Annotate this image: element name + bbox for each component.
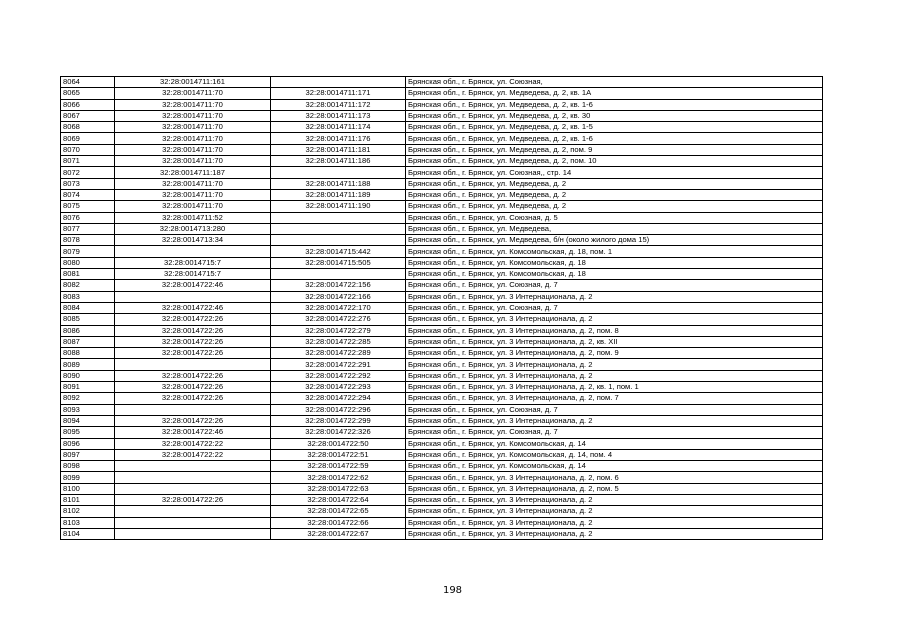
- parent-cadastral-number-cell: 32:28:0014711:70: [115, 189, 271, 200]
- row-number-cell: 8079: [61, 246, 115, 257]
- table-row: [61, 438, 823, 449]
- row-number-cell: 8064: [61, 77, 115, 88]
- table-row: [61, 110, 823, 121]
- table-row: [61, 178, 823, 189]
- address-cell: Брянская обл., г. Брянск, ул. Союзная, д. 7: [406, 280, 823, 291]
- address-cell: Брянская обл., г. Брянск, ул. Медведева, д. 2, пом. 10: [406, 156, 823, 167]
- cadastral-number-cell: 32:28:0014711:173: [271, 110, 406, 121]
- address-cell: Брянская обл., г. Брянск, ул. Комсомольская, д. 18: [406, 269, 823, 280]
- parent-cadastral-number-cell: 32:28:0014711:70: [115, 133, 271, 144]
- cadastral-number-cell: 32:28:0014711:171: [271, 88, 406, 99]
- cadastral-number-cell: 32:28:0014711:176: [271, 133, 406, 144]
- table-row: [61, 325, 823, 336]
- table-row: [61, 189, 823, 200]
- property-registry-table: [60, 76, 823, 540]
- table-body: [61, 77, 823, 540]
- table-row: [61, 427, 823, 438]
- row-number-cell: 8084: [61, 302, 115, 313]
- cadastral-number-cell: 32:28:0014715:505: [271, 257, 406, 268]
- parent-cadastral-number-cell: 32:28:0014722:26: [115, 325, 271, 336]
- table-row: [61, 302, 823, 313]
- table-row: [61, 257, 823, 268]
- cadastral-number-cell: 32:28:0014722:166: [271, 291, 406, 302]
- cadastral-number-cell: 32:28:0014722:296: [271, 404, 406, 415]
- address-cell: Брянская обл., г. Брянск, ул. Комсомольская, д. 18, пом. 1: [406, 246, 823, 257]
- parent-cadastral-number-cell: 32:28:0014722:46: [115, 427, 271, 438]
- address-cell: Брянская обл., г. Брянск, ул. 3 Интернационала, д. 2: [406, 314, 823, 325]
- address-cell: Брянская обл., г. Брянск, ул. 3 Интернационала, д. 2: [406, 359, 823, 370]
- parent-cadastral-number-cell: 32:28:0014722:46: [115, 280, 271, 291]
- table-row: [61, 461, 823, 472]
- table-row: [61, 404, 823, 415]
- parent-cadastral-number-cell: 32:28:0014711:52: [115, 212, 271, 223]
- parent-cadastral-number-cell: [115, 404, 271, 415]
- parent-cadastral-number-cell: [115, 291, 271, 302]
- table-row: [61, 336, 823, 347]
- table-row: [61, 235, 823, 246]
- row-number-cell: 8100: [61, 483, 115, 494]
- table-row: [61, 494, 823, 505]
- parent-cadastral-number-cell: 32:28:0014722:26: [115, 348, 271, 359]
- cadastral-number-cell: 32:28:0014711:186: [271, 156, 406, 167]
- parent-cadastral-number-cell: 32:28:0014711:70: [115, 156, 271, 167]
- table-row: [61, 291, 823, 302]
- address-cell: Брянская обл., г. Брянск, ул. 3 Интернационала, д. 2, кв. 1, пом. 1: [406, 382, 823, 393]
- row-number-cell: 8095: [61, 427, 115, 438]
- parent-cadastral-number-cell: 32:28:0014711:70: [115, 178, 271, 189]
- row-number-cell: 8104: [61, 528, 115, 539]
- row-number-cell: 8103: [61, 517, 115, 528]
- cadastral-number-cell: 32:28:0014711:190: [271, 201, 406, 212]
- cadastral-number-cell: 32:28:0014711:188: [271, 178, 406, 189]
- parent-cadastral-number-cell: 32:28:0014722:22: [115, 438, 271, 449]
- address-cell: Брянская обл., г. Брянск, ул. Медведева, д. 2, кв. 30: [406, 110, 823, 121]
- address-cell: Брянская обл., г. Брянск, ул. Медведева, д. 2: [406, 178, 823, 189]
- address-cell: Брянская обл., г. Брянск, ул. 3 Интернационала, д. 2, пом. 5: [406, 483, 823, 494]
- parent-cadastral-number-cell: 32:28:0014722:26: [115, 336, 271, 347]
- cadastral-number-cell: [271, 269, 406, 280]
- parent-cadastral-number-cell: [115, 517, 271, 528]
- cadastral-number-cell: 32:28:0014715:442: [271, 246, 406, 257]
- row-number-cell: 8101: [61, 494, 115, 505]
- parent-cadastral-number-cell: 32:28:0014722:26: [115, 314, 271, 325]
- row-number-cell: 8102: [61, 506, 115, 517]
- address-cell: Брянская обл., г. Брянск, ул. Медведева, д. 2, пом. 9: [406, 144, 823, 155]
- address-cell: Брянская обл., г. Брянск, ул. 3 Интернационала, д. 2, пом. 9: [406, 348, 823, 359]
- row-number-cell: 8083: [61, 291, 115, 302]
- row-number-cell: 8091: [61, 382, 115, 393]
- parent-cadastral-number-cell: 32:28:0014711:70: [115, 144, 271, 155]
- address-cell: Брянская обл., г. Брянск, ул. Медведева, д. 2, кв. 1-6: [406, 99, 823, 110]
- parent-cadastral-number-cell: 32:28:0014722:26: [115, 415, 271, 426]
- cadastral-number-cell: 32:28:0014711:174: [271, 122, 406, 133]
- parent-cadastral-number-cell: 32:28:0014715:7: [115, 257, 271, 268]
- address-cell: Брянская обл., г. Брянск, ул. Союзная, д. 7: [406, 302, 823, 313]
- address-cell: Брянская обл., г. Брянск, ул. Союзная, д. 7: [406, 427, 823, 438]
- row-number-cell: 8099: [61, 472, 115, 483]
- table-row: [61, 382, 823, 393]
- table-row: [61, 212, 823, 223]
- address-cell: Брянская обл., г. Брянск, ул. 3 Интернационала, д. 2: [406, 291, 823, 302]
- address-cell: Брянская обл., г. Брянск, ул. 3 Интернационала, д. 2, кв. XII: [406, 336, 823, 347]
- parent-cadastral-number-cell: [115, 472, 271, 483]
- cadastral-number-cell: 32:28:0014722:294: [271, 393, 406, 404]
- address-cell: Брянская обл., г. Брянск, ул. Союзная, д. 5: [406, 212, 823, 223]
- row-number-cell: 8065: [61, 88, 115, 99]
- row-number-cell: 8085: [61, 314, 115, 325]
- parent-cadastral-number-cell: 32:28:0014711:70: [115, 201, 271, 212]
- cadastral-number-cell: 32:28:0014722:62: [271, 472, 406, 483]
- parent-cadastral-number-cell: [115, 483, 271, 494]
- table-row: [61, 201, 823, 212]
- table-row: [61, 156, 823, 167]
- cadastral-number-cell: 32:28:0014722:65: [271, 506, 406, 517]
- address-cell: Брянская обл., г. Брянск, ул. 3 Интернационала, д. 2, пом. 7: [406, 393, 823, 404]
- parent-cadastral-number-cell: 32:28:0014722:26: [115, 382, 271, 393]
- table-row: [61, 517, 823, 528]
- cadastral-number-cell: 32:28:0014711:189: [271, 189, 406, 200]
- table-row: [61, 415, 823, 426]
- cadastral-number-cell: 32:28:0014711:181: [271, 144, 406, 155]
- parent-cadastral-number-cell: 32:28:0014722:22: [115, 449, 271, 460]
- page-number: 198: [442, 585, 463, 596]
- address-cell: Брянская обл., г. Брянск, ул. 3 Интернационала, д. 2: [406, 517, 823, 528]
- table-row: [61, 246, 823, 257]
- row-number-cell: 8078: [61, 235, 115, 246]
- address-cell: Брянская обл., г. Брянск, ул. Медведева,: [406, 223, 823, 234]
- table-row: [61, 483, 823, 494]
- table-row: [61, 314, 823, 325]
- address-cell: Брянская обл., г. Брянск, ул. 3 Интернационала, д. 2: [406, 528, 823, 539]
- row-number-cell: 8092: [61, 393, 115, 404]
- cadastral-number-cell: 32:28:0014722:156: [271, 280, 406, 291]
- row-number-cell: 8074: [61, 189, 115, 200]
- row-number-cell: 8070: [61, 144, 115, 155]
- cadastral-number-cell: [271, 223, 406, 234]
- row-number-cell: 8069: [61, 133, 115, 144]
- table-row: [61, 348, 823, 359]
- row-number-cell: 8098: [61, 461, 115, 472]
- address-cell: Брянская обл., г. Брянск, ул. 3 Интернационала, д. 2: [406, 370, 823, 381]
- address-cell: Брянская обл., г. Брянск, ул. Медведева, б/н (около жилого дома 15): [406, 235, 823, 246]
- parent-cadastral-number-cell: 32:28:0014711:70: [115, 88, 271, 99]
- address-cell: Брянская обл., г. Брянск, ул. Медведева, д. 2: [406, 189, 823, 200]
- table-row: [61, 280, 823, 291]
- table-row: [61, 144, 823, 155]
- cadastral-number-cell: [271, 77, 406, 88]
- table-row: [61, 359, 823, 370]
- table-row: [61, 472, 823, 483]
- address-cell: Брянская обл., г. Брянск, ул. Медведева, д. 2, кв. 1-6: [406, 133, 823, 144]
- address-cell: Брянская обл., г. Брянск, ул. Союзная, д. 7: [406, 404, 823, 415]
- row-number-cell: 8071: [61, 156, 115, 167]
- address-cell: Брянская обл., г. Брянск, ул. Медведева, д. 2, кв. 1-5: [406, 122, 823, 133]
- row-number-cell: 8087: [61, 336, 115, 347]
- table-row: [61, 133, 823, 144]
- address-cell: Брянская обл., г. Брянск, ул. Комсомольская, д. 18: [406, 257, 823, 268]
- address-cell: Брянская обл., г. Брянск, ул. 3 Интернационала, д. 2: [406, 506, 823, 517]
- parent-cadastral-number-cell: 32:28:0014711:187: [115, 167, 271, 178]
- cadastral-number-cell: 32:28:0014722:291: [271, 359, 406, 370]
- table-row: [61, 449, 823, 460]
- address-cell: Брянская обл., г. Брянск, ул. Медведева, д. 2, кв. 1А: [406, 88, 823, 99]
- table-row: [61, 370, 823, 381]
- cadastral-number-cell: [271, 212, 406, 223]
- cadastral-number-cell: 32:28:0014722:276: [271, 314, 406, 325]
- row-number-cell: 8082: [61, 280, 115, 291]
- address-cell: Брянская обл., г. Брянск, ул. Союзная,, стр. 14: [406, 167, 823, 178]
- parent-cadastral-number-cell: 32:28:0014722:26: [115, 370, 271, 381]
- table-row: [61, 223, 823, 234]
- cadastral-number-cell: 32:28:0014722:59: [271, 461, 406, 472]
- cadastral-number-cell: [271, 167, 406, 178]
- row-number-cell: 8075: [61, 201, 115, 212]
- parent-cadastral-number-cell: 32:28:0014715:7: [115, 269, 271, 280]
- cadastral-number-cell: 32:28:0014711:172: [271, 99, 406, 110]
- parent-cadastral-number-cell: 32:28:0014711:161: [115, 77, 271, 88]
- table-row: [61, 77, 823, 88]
- row-number-cell: 8066: [61, 99, 115, 110]
- table-row: [61, 528, 823, 539]
- parent-cadastral-number-cell: 32:28:0014722:46: [115, 302, 271, 313]
- cadastral-number-cell: 32:28:0014722:285: [271, 336, 406, 347]
- parent-cadastral-number-cell: 32:28:0014711:70: [115, 122, 271, 133]
- row-number-cell: 8094: [61, 415, 115, 426]
- row-number-cell: 8077: [61, 223, 115, 234]
- row-number-cell: 8081: [61, 269, 115, 280]
- table-row: [61, 393, 823, 404]
- cadastral-number-cell: 32:28:0014722:292: [271, 370, 406, 381]
- address-cell: Брянская обл., г. Брянск, ул. 3 Интернационала, д. 2, пом. 8: [406, 325, 823, 336]
- cadastral-number-cell: 32:28:0014722:279: [271, 325, 406, 336]
- table-row: [61, 99, 823, 110]
- cadastral-number-cell: 32:28:0014722:51: [271, 449, 406, 460]
- address-cell: Брянская обл., г. Брянск, ул. Комсомольская, д. 14: [406, 438, 823, 449]
- row-number-cell: 8090: [61, 370, 115, 381]
- parent-cadastral-number-cell: 32:28:0014711:70: [115, 110, 271, 121]
- table-row: [61, 506, 823, 517]
- cadastral-number-cell: 32:28:0014722:63: [271, 483, 406, 494]
- parent-cadastral-number-cell: [115, 246, 271, 257]
- address-cell: Брянская обл., г. Брянск, ул. Союзная,: [406, 77, 823, 88]
- cadastral-number-cell: [271, 235, 406, 246]
- address-cell: Брянская обл., г. Брянск, ул. 3 Интернационала, д. 2: [406, 415, 823, 426]
- parent-cadastral-number-cell: [115, 461, 271, 472]
- cadastral-number-cell: 32:28:0014722:170: [271, 302, 406, 313]
- row-number-cell: 8076: [61, 212, 115, 223]
- parent-cadastral-number-cell: [115, 506, 271, 517]
- table-row: [61, 167, 823, 178]
- row-number-cell: 8068: [61, 122, 115, 133]
- row-number-cell: 8089: [61, 359, 115, 370]
- row-number-cell: 8097: [61, 449, 115, 460]
- cadastral-number-cell: 32:28:0014722:50: [271, 438, 406, 449]
- cadastral-number-cell: 32:28:0014722:66: [271, 517, 406, 528]
- cadastral-number-cell: 32:28:0014722:326: [271, 427, 406, 438]
- cadastral-number-cell: 32:28:0014722:289: [271, 348, 406, 359]
- table-row: [61, 122, 823, 133]
- row-number-cell: 8080: [61, 257, 115, 268]
- address-cell: Брянская обл., г. Брянск, ул. Комсомольская, д. 14: [406, 461, 823, 472]
- row-number-cell: 8093: [61, 404, 115, 415]
- parent-cadastral-number-cell: 32:28:0014722:26: [115, 393, 271, 404]
- cadastral-number-cell: 32:28:0014722:64: [271, 494, 406, 505]
- row-number-cell: 8096: [61, 438, 115, 449]
- parent-cadastral-number-cell: 32:28:0014713:280: [115, 223, 271, 234]
- cadastral-number-cell: 32:28:0014722:67: [271, 528, 406, 539]
- parent-cadastral-number-cell: 32:28:0014711:70: [115, 99, 271, 110]
- table-row: [61, 88, 823, 99]
- address-cell: Брянская обл., г. Брянск, ул. 3 Интернационала, д. 2: [406, 494, 823, 505]
- row-number-cell: 8073: [61, 178, 115, 189]
- table-row: [61, 269, 823, 280]
- parent-cadastral-number-cell: [115, 528, 271, 539]
- row-number-cell: 8086: [61, 325, 115, 336]
- row-number-cell: 8067: [61, 110, 115, 121]
- address-cell: Брянская обл., г. Брянск, ул. 3 Интернационала, д. 2, пом. 6: [406, 472, 823, 483]
- cadastral-number-cell: 32:28:0014722:299: [271, 415, 406, 426]
- parent-cadastral-number-cell: 32:28:0014722:26: [115, 494, 271, 505]
- row-number-cell: 8072: [61, 167, 115, 178]
- cadastral-number-cell: 32:28:0014722:293: [271, 382, 406, 393]
- address-cell: Брянская обл., г. Брянск, ул. Медведева, д. 2: [406, 201, 823, 212]
- row-number-cell: 8088: [61, 348, 115, 359]
- address-cell: Брянская обл., г. Брянск, ул. Комсомольская, д. 14, пом. 4: [406, 449, 823, 460]
- parent-cadastral-number-cell: 32:28:0014713:34: [115, 235, 271, 246]
- parent-cadastral-number-cell: [115, 359, 271, 370]
